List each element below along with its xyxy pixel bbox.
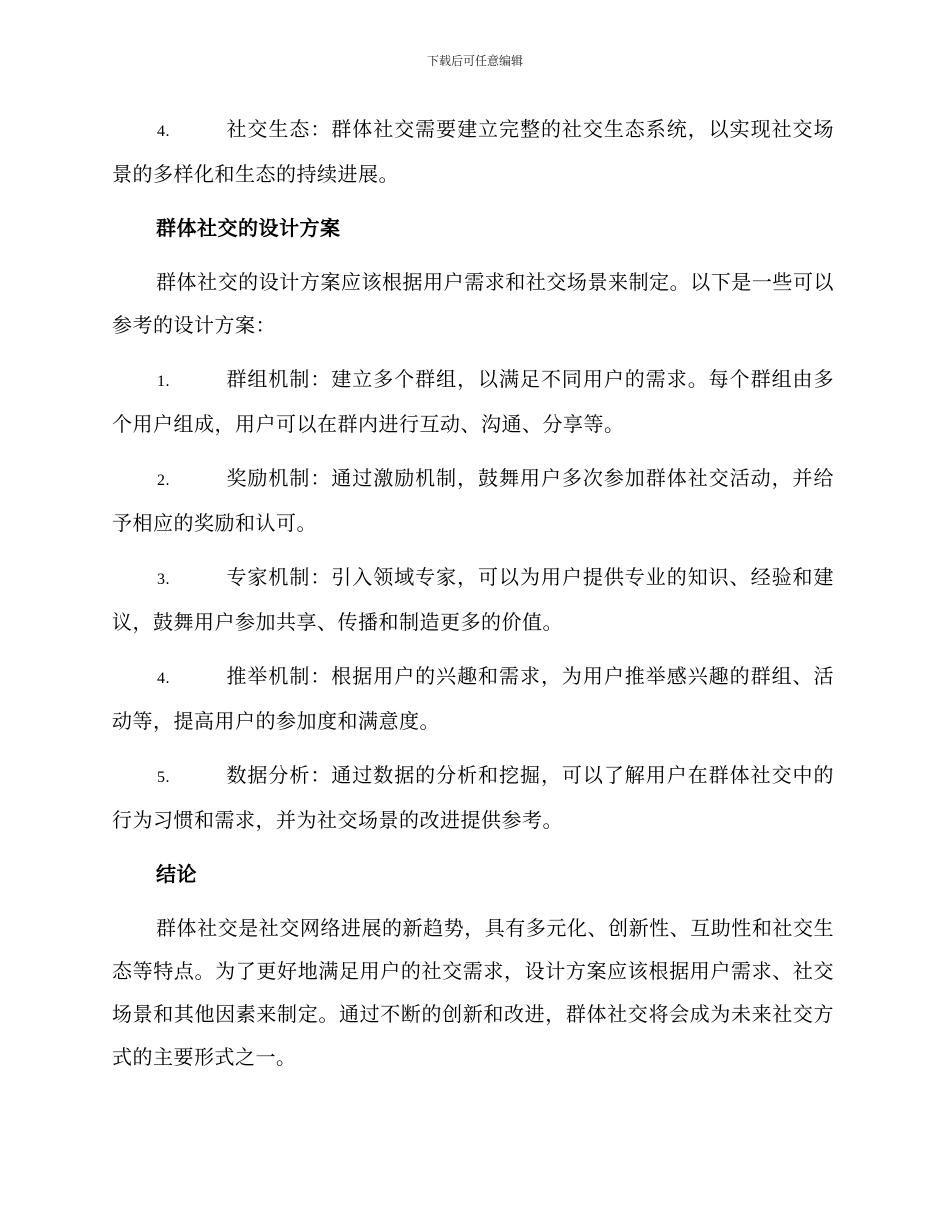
list-item [112,108,834,196]
section-heading-design: 群体社交的设计方案 [156,216,341,240]
paragraph-conclusion: 群体社交是社交网络进展的新趋势，具有多元化、创新性、互助性和社交生态等特点。为了更好地满足用户的社交需求，设计方案应该根据用户需求、社交场景和其他因素来制定。通过不断的创新和改进，群体社交将会成为未来社交方式的主要形式之一。 [112,916,834,1069]
document-body [112,108,834,1090]
list-item [112,457,834,545]
list-item-text: 专家机制：引入领域专家，可以为用户提供专业的知识、经验和建议，鼓舞用户参加共享、传播和制造更多的价值。 [112,565,834,634]
list-item-number: 2. [157,472,170,489]
list-item [112,556,834,644]
list-item [112,655,834,743]
list-item-text: 群组机制：建立多个群组，以满足不同用户的需求。每个群组由多个用户组成，用户可以在群内进行互动、沟通、分享等。 [112,367,834,436]
list-item-number: 4. [157,670,170,687]
list-item-number: 1. [157,373,170,390]
list-item [112,754,834,842]
section-heading-conclusion: 结论 [156,862,197,886]
list-item-text: 数据分析：通过数据的分析和挖掘，可以了解用户在群体社交中的行为习惯和需求，并为社交场景的改进提供参考。 [112,763,834,832]
list-item-text: 社交生态：群体社交需要建立完整的社交生态系统，以实现社交场景的多样化和生态的持续进展。 [112,117,834,186]
list-item-number: 5. [157,769,170,786]
paragraph-design-intro: 群体社交的设计方案应该根据用户需求和社交场景来制定。以下是一些可以参考的设计方案： [112,270,834,337]
list-item-text: 奖励机制：通过激励机制，鼓舞用户多次参加群体社交活动，并给予相应的奖励和认可。 [112,466,834,535]
list-item-number: 4. [157,123,170,140]
list-item [112,358,834,446]
list-item-number: 3. [157,571,170,588]
list-item-text: 推举机制：根据用户的兴趣和需求，为用户推举感兴趣的群组、活动等，提高用户的参加度和满意度。 [112,664,834,733]
page-header: 下载后可任意编辑 [426,54,523,68]
